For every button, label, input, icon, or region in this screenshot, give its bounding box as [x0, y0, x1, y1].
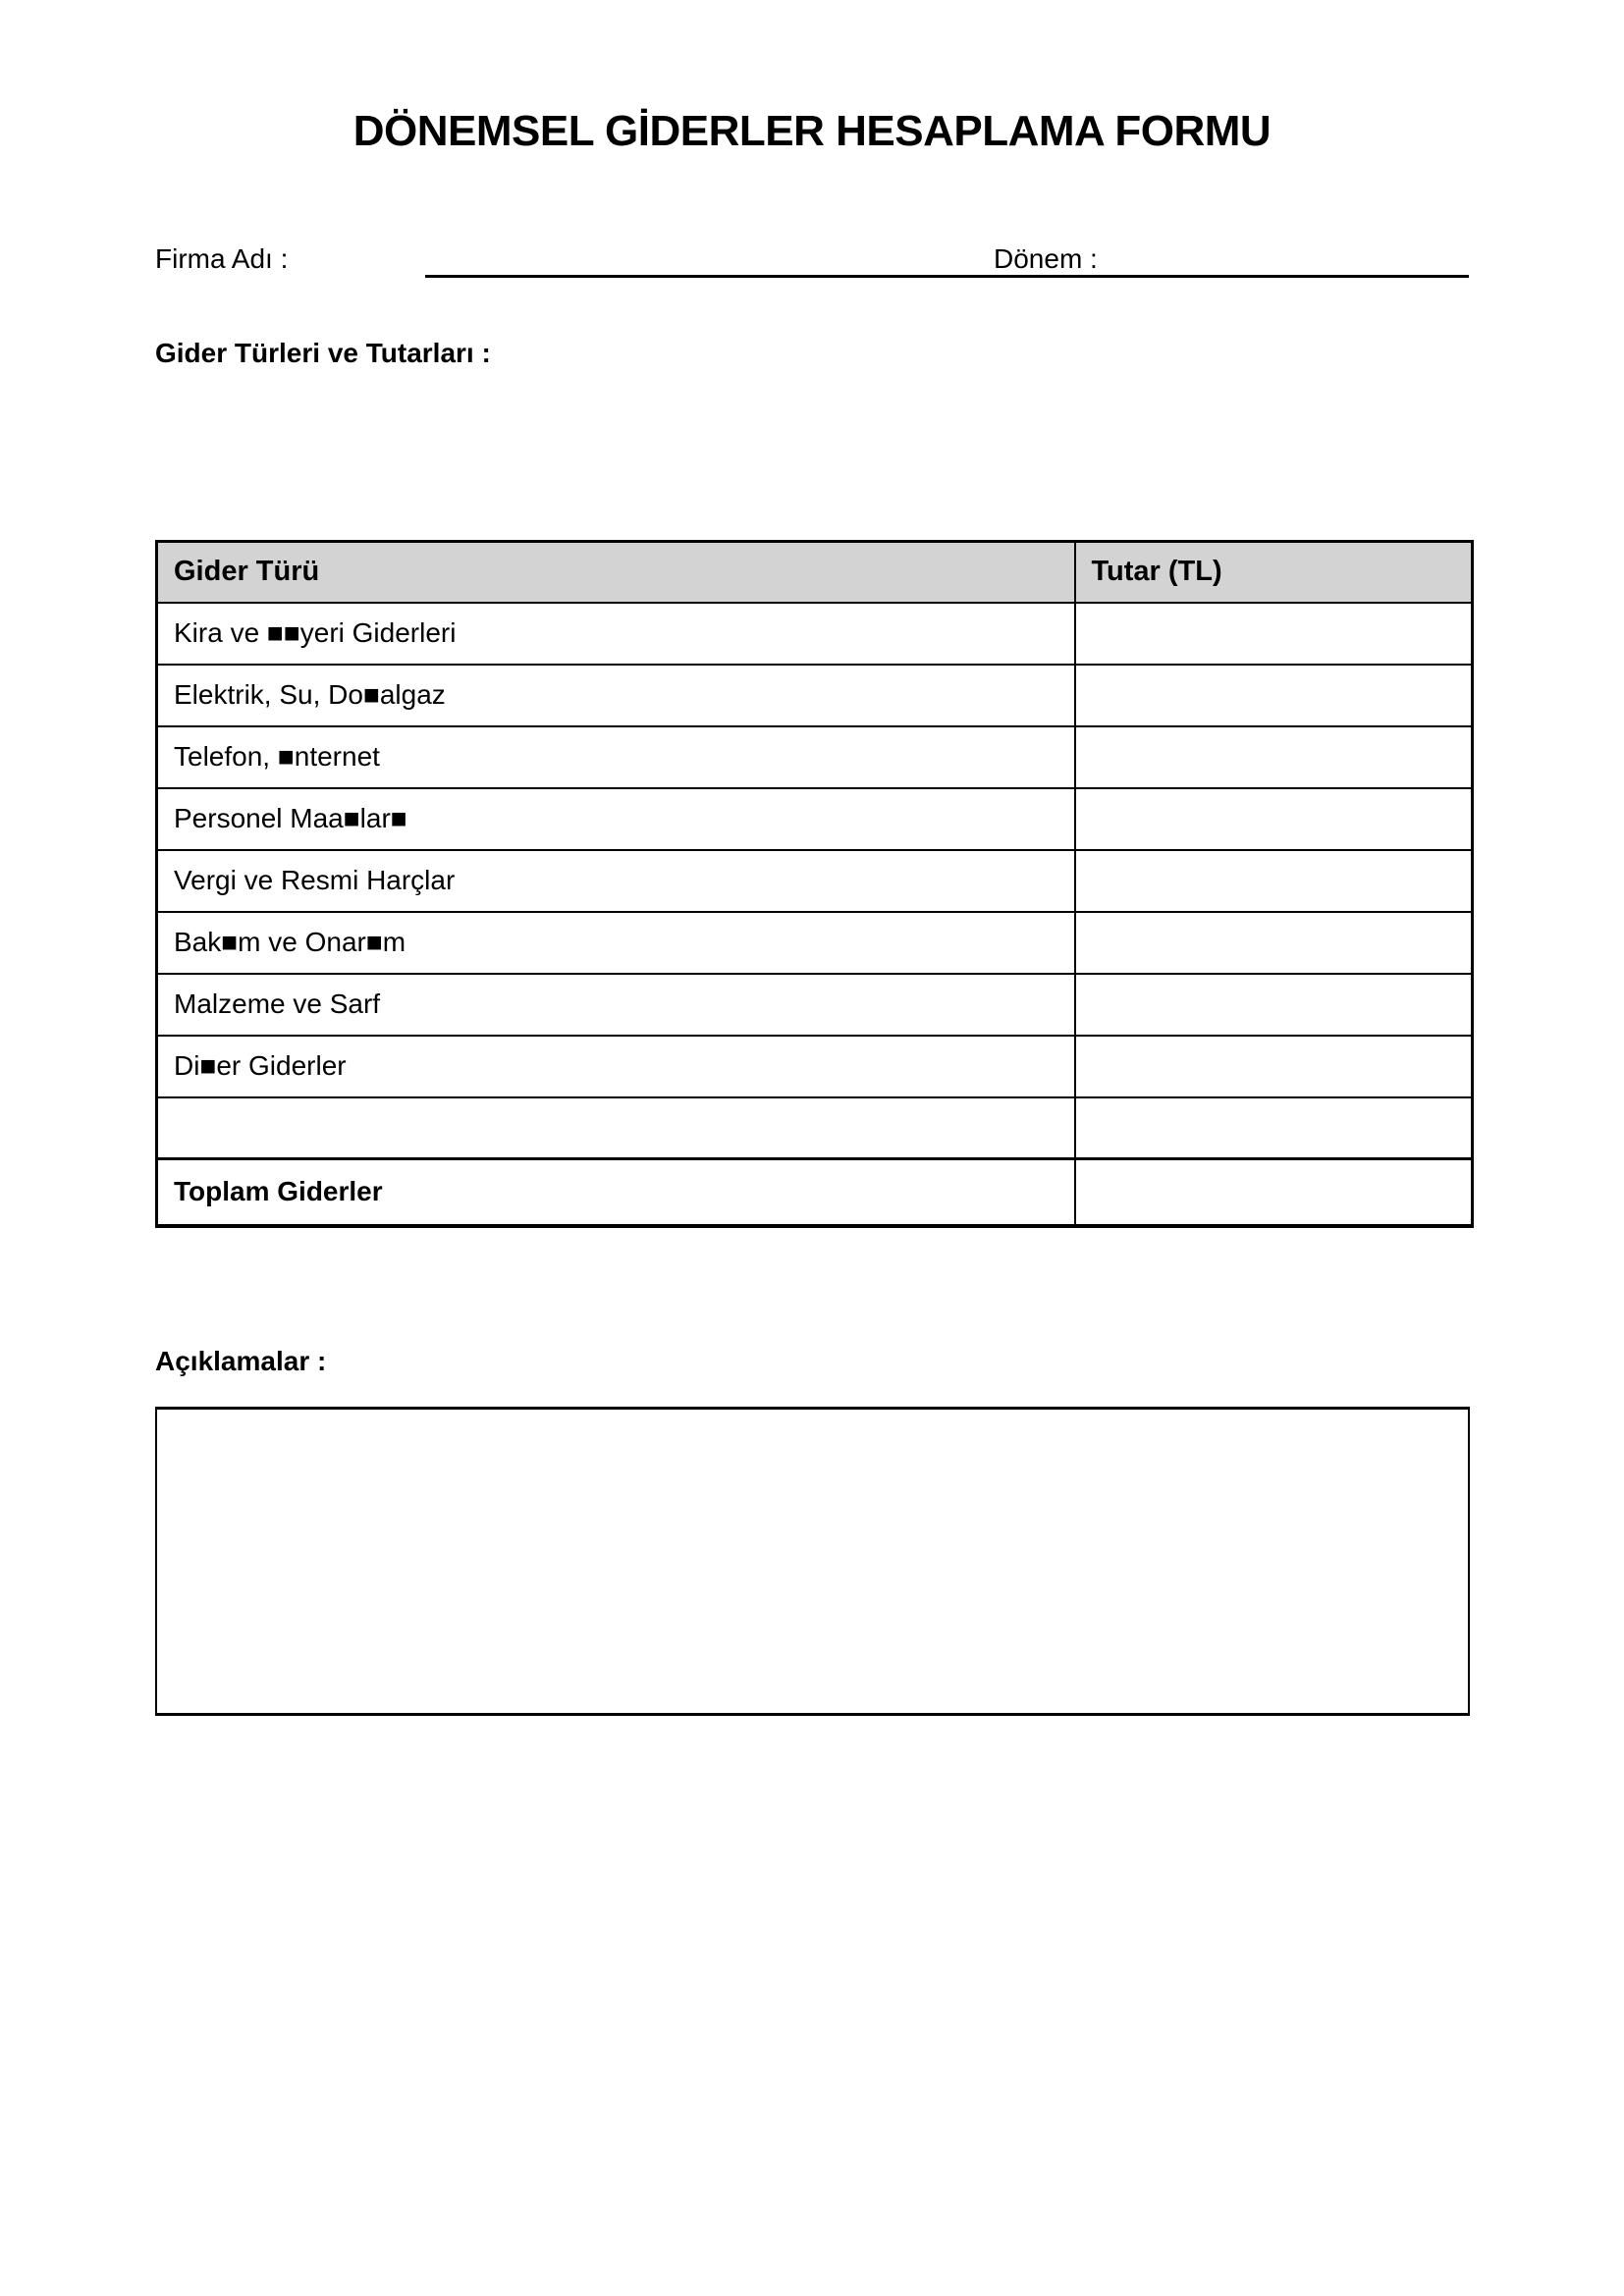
- expense-type-cell: Bak■m ve Onar■m: [157, 912, 1075, 974]
- table-row: [157, 788, 1473, 850]
- table-row: [157, 1036, 1473, 1097]
- table-row: [157, 974, 1473, 1036]
- expense-type-cell: Telefon, ■nternet: [157, 726, 1075, 788]
- period-label: Dönem :: [994, 243, 1098, 274]
- expense-type-cell[interactable]: [157, 1097, 1075, 1159]
- amount-cell[interactable]: [1075, 726, 1473, 788]
- column-header-expense-type: Gider Türü: [157, 542, 1075, 603]
- period-field[interactable]: [1110, 243, 1463, 275]
- table-row: [157, 912, 1473, 974]
- table-row: [157, 726, 1473, 788]
- expense-type-cell: Kira ve ■■yeri Giderleri: [157, 603, 1075, 665]
- notes-input-box[interactable]: [155, 1407, 1470, 1716]
- table-total-row: [157, 1159, 1473, 1226]
- table-row: [157, 603, 1473, 665]
- total-amount-cell[interactable]: [1075, 1159, 1473, 1226]
- amount-cell[interactable]: [1075, 850, 1473, 912]
- table-header-row: [157, 542, 1473, 603]
- notes-section-heading: Açıklamalar :: [155, 1346, 327, 1376]
- expenses-section-heading: Gider Türleri ve Tutarları :: [155, 338, 491, 368]
- expense-type-cell: Elektrik, Su, Do■algaz: [157, 665, 1075, 726]
- amount-cell[interactable]: [1075, 665, 1473, 726]
- expense-type-cell: Personel Maa■lar■: [157, 788, 1075, 850]
- expense-type-cell: Vergi ve Resmi Harçlar: [157, 850, 1075, 912]
- amount-cell[interactable]: [1075, 1097, 1473, 1159]
- expenses-table: [155, 540, 1474, 1228]
- company-name-label: Firma Adı :: [155, 243, 289, 274]
- amount-cell[interactable]: [1075, 912, 1473, 974]
- table-row: [157, 665, 1473, 726]
- column-header-amount: Tutar (TL): [1075, 542, 1473, 603]
- amount-cell[interactable]: [1075, 1036, 1473, 1097]
- company-name-field[interactable]: [442, 243, 972, 275]
- amount-cell[interactable]: [1075, 603, 1473, 665]
- fill-in-underline: [425, 275, 1469, 278]
- table-row-empty: [157, 1097, 1473, 1159]
- amount-cell[interactable]: [1075, 974, 1473, 1036]
- expense-type-cell: Di■er Giderler: [157, 1036, 1075, 1097]
- expense-type-cell: Malzeme ve Sarf: [157, 974, 1075, 1036]
- page-title: DÖNEMSEL GİDERLER HESAPLAMA FORMU: [352, 107, 1272, 155]
- total-label-cell: Toplam Giderler: [157, 1159, 1075, 1226]
- table-row: [157, 850, 1473, 912]
- amount-cell[interactable]: [1075, 788, 1473, 850]
